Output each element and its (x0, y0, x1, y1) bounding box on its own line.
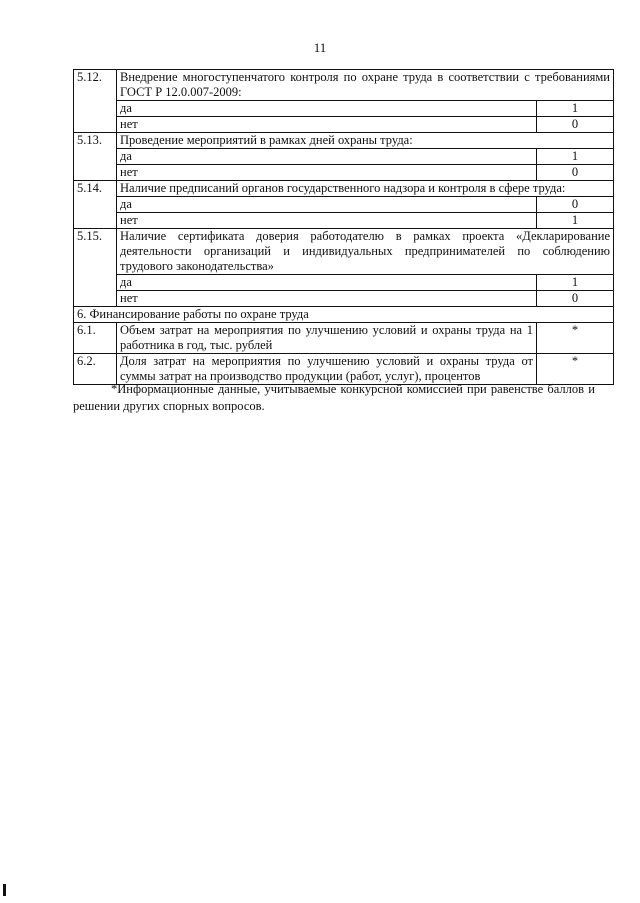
option-yes-label: да (117, 197, 537, 213)
item-number: 6.2. (74, 354, 117, 385)
table-row (74, 307, 614, 323)
item-number: 6.1. (74, 323, 117, 354)
table-row (74, 181, 614, 197)
table-row (74, 165, 614, 181)
option-no-score: 0 (537, 165, 614, 181)
table-row (74, 291, 614, 307)
option-yes-label: да (117, 149, 537, 165)
item-description: Внедрение многоступенчатого контроля по охране труда в соответствии с требованиями ГОСТ Р 12.0.007-2009: (117, 70, 614, 101)
option-no-score: 0 (537, 291, 614, 307)
option-yes-score: 0 (537, 197, 614, 213)
item-score: * (537, 354, 614, 385)
option-yes-score: 1 (537, 149, 614, 165)
table-row (74, 213, 614, 229)
item-description: Доля затрат на мероприятия по улучшению условий и охраны труда от суммы затрат на производство продукции (работ, услуг), процентов (117, 354, 537, 385)
item-description: Проведение мероприятий в рамках дней охраны труда: (117, 133, 614, 149)
option-no-label: нет (117, 213, 537, 229)
criteria-table (73, 69, 614, 385)
section-title: 6. Финансирование работы по охране труда (74, 307, 614, 323)
table-row (74, 229, 614, 275)
table-row (74, 149, 614, 165)
item-description: Наличие предписаний органов государственного надзора и контроля в сфере труда: (117, 181, 614, 197)
item-score: * (537, 323, 614, 354)
option-yes-label: да (117, 101, 537, 117)
table-row (74, 275, 614, 291)
item-number: 5.12. (74, 70, 117, 133)
table-row (74, 323, 614, 354)
scan-edge-mark (3, 884, 6, 896)
table-row (74, 133, 614, 149)
table-row (74, 354, 614, 385)
option-no-score: 1 (537, 213, 614, 229)
table-row (74, 197, 614, 213)
table-row (74, 117, 614, 133)
footnote: *Информационные данные, учитываемые конкурсной комиссией при равенстве баллов и решении других спорных вопросов. (73, 382, 595, 413)
option-no-label: нет (117, 117, 537, 133)
item-description: Наличие сертификата доверия работодателю в рамках проекта «Декларирование деятельности организаций и индивидуальных предпринимателей по соблюдению трудового законодательства» (117, 229, 614, 275)
table-row (74, 101, 614, 117)
option-yes-label: да (117, 275, 537, 291)
option-yes-score: 1 (537, 275, 614, 291)
item-description: Объем затрат на мероприятия по улучшению условий и охраны труда на 1 работника в год, тыс. рублей (117, 323, 537, 354)
page-number: 11 (313, 40, 327, 55)
option-no-label: нет (117, 291, 537, 307)
table-row (74, 70, 614, 101)
option-no-score: 0 (537, 117, 614, 133)
item-number: 5.14. (74, 181, 117, 229)
item-number: 5.13. (74, 133, 117, 181)
option-yes-score: 1 (537, 101, 614, 117)
option-no-label: нет (117, 165, 537, 181)
item-number: 5.15. (74, 229, 117, 307)
